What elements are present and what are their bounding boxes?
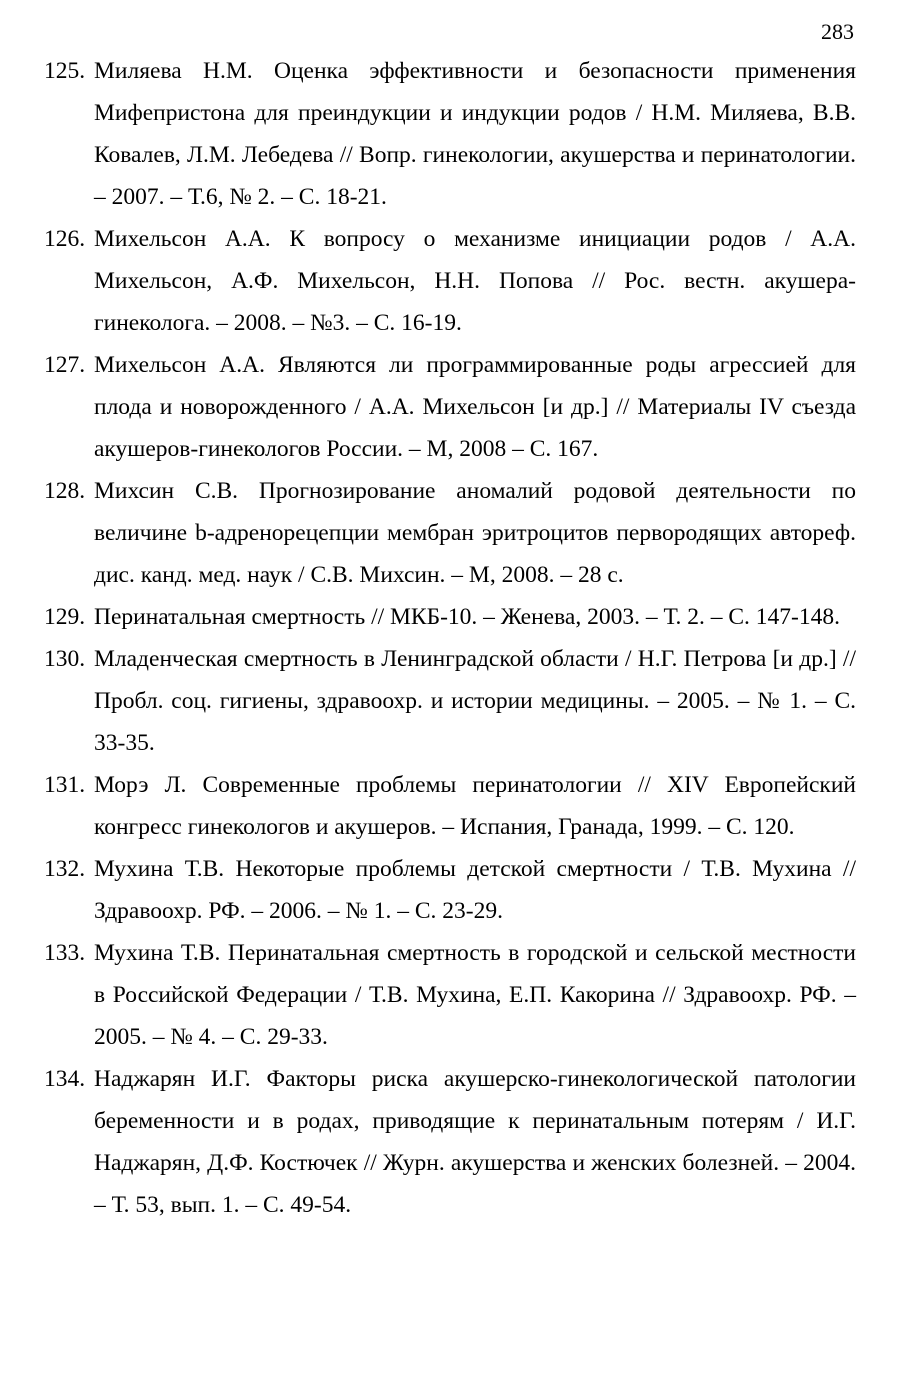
reference-number: 126. — [44, 226, 86, 252]
reference-item — [0, 1058, 904, 1226]
reference-item — [0, 932, 904, 1058]
reference-text: Мухина Т.В. Некоторые проблемы детской смертности / Т.В. Мухина // Здравоохр. РФ. – 2006. – № 1. – С. 23-29. — [94, 856, 856, 924]
reference-item — [0, 470, 904, 596]
reference-text: Мухина Т.В. Перинатальная смертность в городской и сельской местности в Российской Федерации / Т.В. Мухина, Е.П. Какорина // Здравоохр. РФ. – 2005. – № 4. – С. 29-33. — [94, 940, 856, 1050]
reference-number: 130. — [44, 646, 86, 672]
reference-number: 129. — [44, 604, 86, 630]
reference-text: Михсин С.В. Прогнозирование аномалий родовой деятельности по величине b-адренорецепции мембран эритроцитов первородящих автореф. дис. канд. мед. наук / С.В. Михсин. – М, 2008. – 28 с. — [94, 478, 856, 588]
reference-item — [0, 848, 904, 932]
reference-text: Миляева Н.М. Оценка эффективности и безопасности применения Мифепристона для преиндукции и индукции родов / Н.М. Миляева, В.В. Ковалев, Л.М. Лебедева // Вопр. гинекологии, акушерства и перинатологии. – 2007. – Т.6, № 2. – С. 18-21. — [94, 58, 856, 210]
reference-item — [0, 596, 904, 638]
reference-number: 131. — [44, 772, 86, 798]
reference-text: Младенческая смертность в Ленинградской области / Н.Г. Петрова [и др.] // Пробл. соц. гигиены, здравоохр. и истории медицины. – 2005. – № 1. – С. 33-35. — [94, 646, 856, 756]
reference-text: Наджарян И.Г. Факторы риска акушерско-гинекологической патологии беременности и в родах, приводящие к перинатальным потерям / И.Г. Наджарян, Д.Ф. Костючек // Журн. акушерства и женских болезней. – 2004. – Т. 53, вып. 1. – С. 49-54. — [94, 1066, 856, 1218]
reference-number: 128. — [44, 478, 86, 504]
page-number: 283 — [821, 19, 854, 44]
reference-text: Морэ Л. Современные проблемы перинатологии // XIV Европейский конгресс гинекологов и акушеров. – Испания, Гранада, 1999. – С. 120. — [94, 772, 856, 840]
reference-item — [0, 218, 904, 344]
reference-item — [0, 764, 904, 848]
reference-item — [0, 344, 904, 470]
reference-text: Перинатальная смертность // МКБ-10. – Женева, 2003. – Т. 2. – С. 147-148. — [94, 604, 840, 630]
reference-number: 125. — [44, 58, 86, 84]
reference-item — [0, 638, 904, 764]
reference-number: 133. — [44, 940, 86, 966]
reference-text: Михельсон А.А. К вопросу о механизме инициации родов / А.А. Михельсон, А.Ф. Михельсон, Н.Н. Попова // Рос. вестн. акушера-гинеколога. – 2008. – №3. – С. 16-19. — [94, 226, 856, 336]
reference-item — [0, 50, 904, 218]
reference-number: 132. — [44, 856, 86, 882]
reference-number: 134. — [44, 1066, 86, 1092]
reference-list — [0, 50, 904, 1226]
reference-text: Михельсон А.А. Являются ли программированные роды агрессией для плода и новорожденного / А.А. Михельсон [и др.] // Материалы IV съезда акушеров-гинекологов России. – М, 2008 – С. 167. — [94, 352, 856, 462]
reference-number: 127. — [44, 352, 86, 378]
